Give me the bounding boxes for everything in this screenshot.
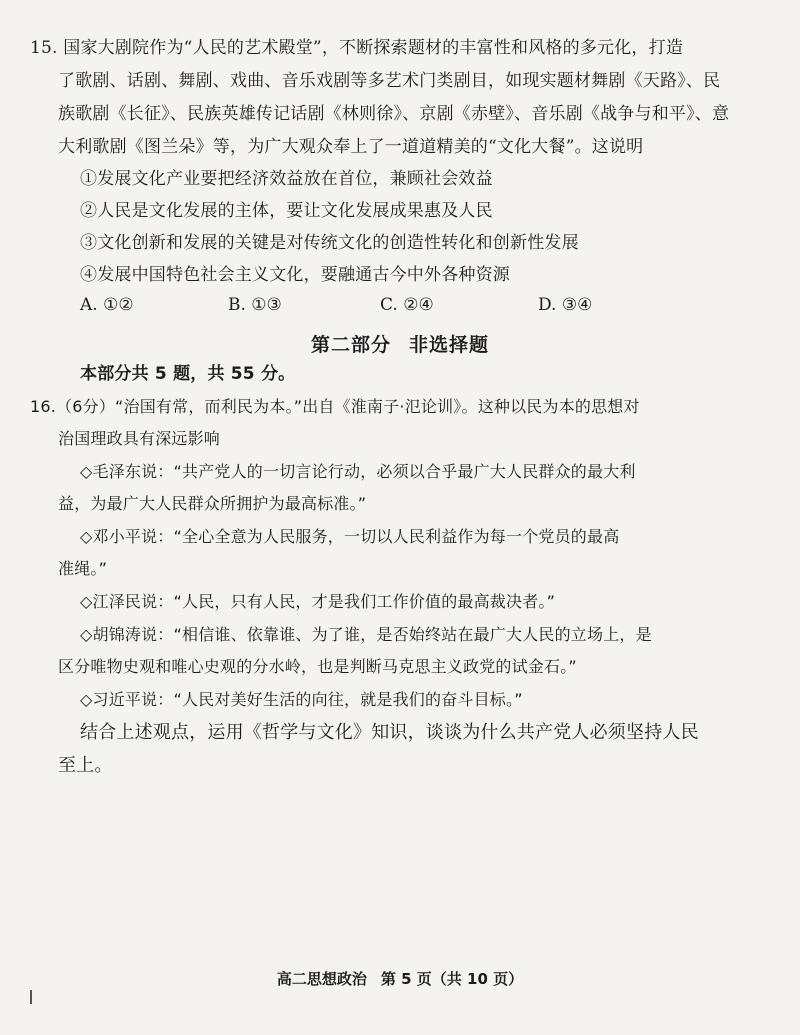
q16-task-2: 至上。: [58, 755, 113, 776]
q16-quote-mao-1: ◇毛泽东说：“共产党人的一切言论行动，必须以合乎最广大人民群众的最大利: [80, 462, 636, 481]
section-heading: [0, 330, 800, 357]
q15-line-2: 了歌剧、话剧、舞剧、戏曲、音乐戏剧等多艺术门类剧目，如现实题材舞剧《天路》、民: [58, 71, 721, 91]
q16-line-2: 治国理政具有深远影响: [58, 429, 221, 448]
q16-quote-deng-2: 准绳。”: [58, 559, 108, 578]
section-title: 非选择题: [409, 334, 490, 356]
q15-statement-4: ④发展中国特色社会主义文化，要融通古今中外各种资源: [80, 265, 510, 285]
q16-line-1: 16.（6分）“治国有常，而利民为本。”出自《淮南子·氾论训》。这种以民为本的思想对: [30, 397, 640, 416]
footer-subject: 高二思想政治: [276, 970, 367, 988]
q16-quote-hu-2: 区分唯物史观和唯心史观的分水岭，也是判断马克思主义政党的试金石。”: [58, 657, 577, 676]
q16-quote-hu-1: ◇胡锦涛说：“相信谁、依靠谁、为了谁，是否始终站在最广大人民的立场上，是: [80, 625, 652, 644]
q15-line-3: 族歌剧《长征》、民族英雄传记话剧《林则徐》、京剧《赤壁》、音乐剧《战争与和平》、意: [58, 104, 730, 124]
section-intro: 本部分共 5 题，共 55 分。: [80, 364, 296, 384]
q15-line-1: 15. 国家大剧院作为“人民的艺术殿堂”，不断探索题材的丰富性和风格的多元化，打造: [30, 38, 684, 58]
option-d: D. ③④: [538, 295, 593, 315]
q16-quote-deng-1: ◇邓小平说：“全心全意为人民服务，一切以人民利益作为每一个党员的最高: [80, 527, 620, 546]
section-part: 第二部分: [310, 334, 391, 356]
q16-task-1: 结合上述观点，运用《哲学与文化》知识，谈谈为什么共产党人必须坚持人民: [80, 722, 699, 743]
option-b: B. ①③: [228, 295, 282, 315]
q15-statement-2: ②人民是文化发展的主体，要让文化发展成果惠及人民: [80, 201, 493, 221]
q16-quote-xi: ◇习近平说：“人民对美好生活的向往，就是我们的奋斗目标。”: [80, 690, 523, 709]
footer-page-number: 第 5 页（共 10 页）: [380, 970, 524, 988]
q15-statement-3: ③文化创新和发展的关键是对传统文化的创造性转化和创新性发展: [80, 233, 579, 253]
scan-corner-mark: [30, 990, 36, 1004]
q15-line-4: 大利歌剧《图兰朵》等，为广大观众奉上了一道道精美的“文化大餐”。这说明: [58, 137, 644, 157]
option-c: C. ②④: [380, 295, 434, 315]
q15-options: [80, 295, 700, 319]
q16-quote-jiang: ◇江泽民说：“人民，只有人民，才是我们工作价值的最高裁决者。”: [80, 592, 556, 611]
option-a: A. ①②: [80, 295, 134, 315]
page-footer: [0, 968, 800, 989]
q15-statement-1: ①发展文化产业要把经济效益放在首位，兼顾社会效益: [80, 169, 493, 189]
q16-quote-mao-2: 益，为最广大人民群众所拥护为最高标准。”: [58, 494, 367, 513]
